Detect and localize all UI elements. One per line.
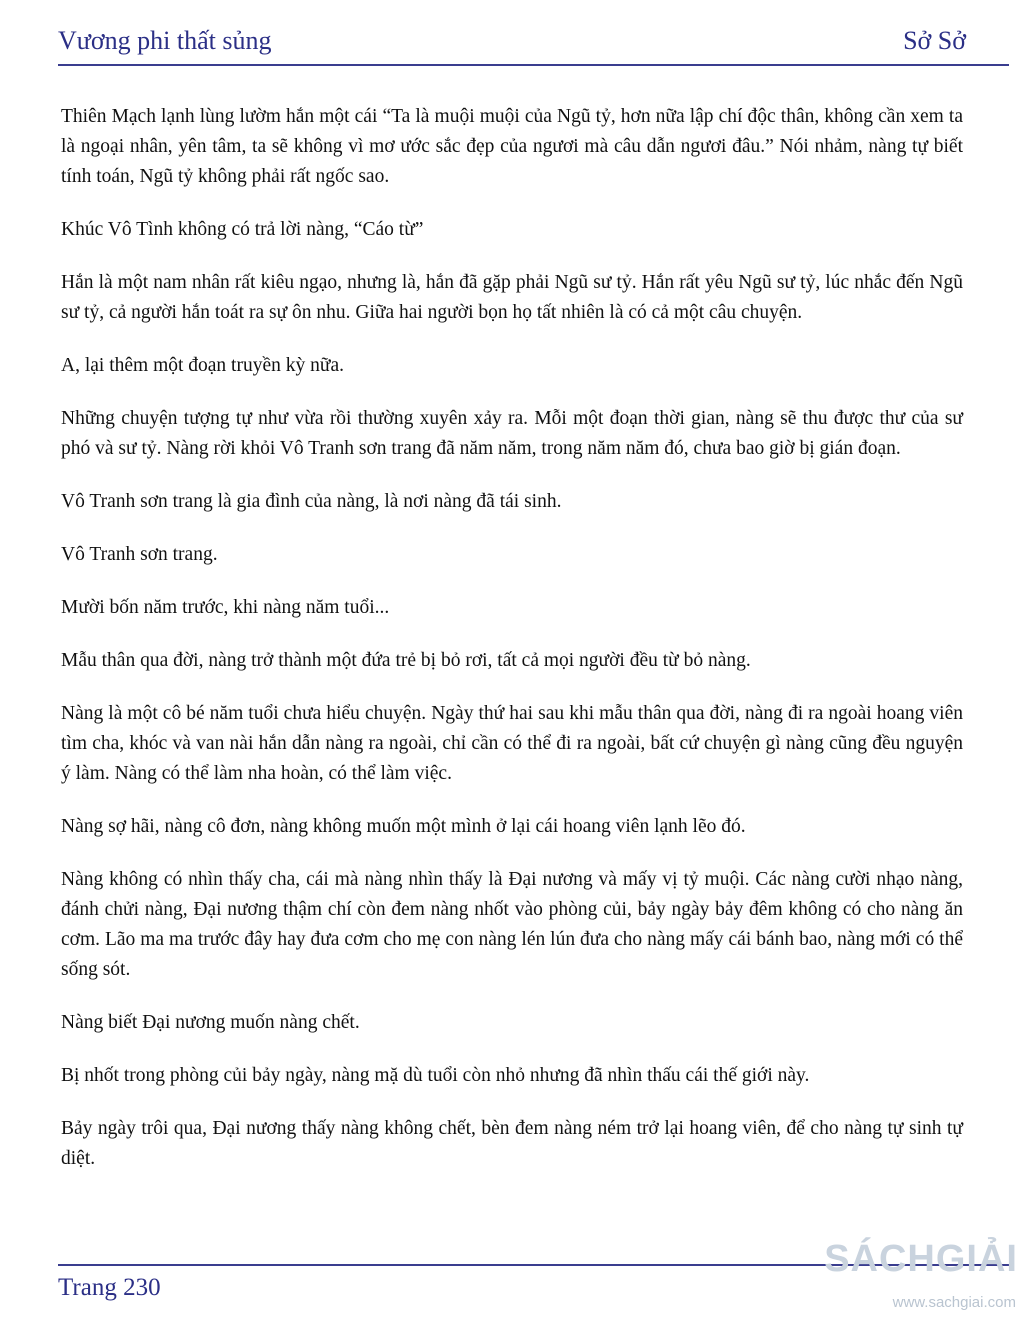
paragraph: Nàng là một cô bé năm tuổi chưa hiểu chuyện. Ngày thứ hai sau khi mẫu thân qua đời, nàng đi ra ngoài hoang viên tìm cha, khóc và van nài hắn dẫn nàng ra ngoài, chỉ cần có thể đi ra ngoài, bất cứ chuyện gì nàng cũng đều nguyện ý làm. Nàng có thể làm nha hoàn, có thể làm việc. xyxy=(61,703,963,784)
paragraph: Những chuyện tượng tự như vừa rồi thường xuyên xảy ra. Mỗi một đoạn thời gian, nàng sẽ thu được thư của sư phó và sư tỷ. Nàng rời khỏi Vô Tranh sơn trang đã năm năm, trong năm năm đó, chưa bao giờ bị gián đoạn. xyxy=(61,408,963,459)
page-header xyxy=(58,24,966,64)
watermark-logo: SÁCHGIẢI xyxy=(824,1238,1018,1280)
paragraph: Vô Tranh sơn trang là gia đình của nàng, là nơi nàng đã tái sinh. xyxy=(61,491,562,512)
author-name: Sở Sở xyxy=(903,26,966,55)
paragraph: Bảy ngày trôi qua, Đại nương thấy nàng không chết, bèn đem nàng ném trở lại hoang viên, để cho nàng tự sinh tự diệt. xyxy=(61,1118,963,1169)
paragraph: Nàng biết Đại nương muốn nàng chết. xyxy=(61,1012,360,1033)
watermark-url: www.sachgiai.com xyxy=(892,1294,1016,1311)
watermark xyxy=(818,1224,1018,1314)
paragraph: Vô Tranh sơn trang. xyxy=(61,544,218,565)
paragraph: Mẫu thân qua đời, nàng trở thành một đứa trẻ bị bỏ rơi, tất cả mọi người đều từ bỏ nàng. xyxy=(61,650,751,671)
paragraph: Khúc Vô Tình không có trả lời nàng, “Cáo từ” xyxy=(61,219,424,240)
paragraph: Nàng không có nhìn thấy cha, cái mà nàng nhìn thấy là Đại nương và mấy vị tỷ muội. Các nàng cười nhạo nàng, đánh chửi nàng, Đại nương thậm chí còn đem nàng nhốt vào phòng củi, bảy ngày bảy đêm không có cho nàng ăn cơm. Lão ma ma trước đây hay đưa cơm cho mẹ con nàng lén lún đưa cho nàng mấy cái bánh bao, nàng mới có thể sống sót. xyxy=(61,869,963,980)
header-divider xyxy=(58,64,1009,66)
book-title: Vương phi thất sủng xyxy=(58,26,272,55)
page-number: Trang 230 xyxy=(58,1274,161,1301)
paragraph: Mười bốn năm trước, khi nàng năm tuổi... xyxy=(61,597,390,618)
paragraph: Thiên Mạch lạnh lùng lườm hắn một cái “Ta là muội muội của Ngũ tỷ, hơn nữa lập chí độc thân, không cần xem ta là ngoại nhân, yên tâm, ta sẽ không vì mơ ước sắc đẹp của ngươi mà câu dẫn ngươi đâu.” Nói nhảm, nàng tự biết tính toán, Ngũ tỷ không phải rất ngốc sao. xyxy=(61,106,963,187)
paragraph: Bị nhốt trong phòng củi bảy ngày, nàng mặ dù tuổi còn nhỏ nhưng đã nhìn thấu cái thế giới này. xyxy=(61,1065,810,1086)
paragraph: Nàng sợ hãi, nàng cô đơn, nàng không muốn một mình ở lại cái hoang viên lạnh lẽo đó. xyxy=(61,816,746,837)
paragraph: Hắn là một nam nhân rất kiêu ngạo, nhưng là, hắn đã gặp phải Ngũ sư tỷ. Hắn rất yêu Ngũ sư tỷ, lúc nhắc đến Ngũ sư tỷ, cả người hắn toát ra sự ôn nhu. Giữa hai người bọn họ tất nhiên là có cả một câu chuyện. xyxy=(61,272,963,323)
page-body xyxy=(61,102,963,1197)
paragraph: A, lại thêm một đoạn truyền kỳ nữa. xyxy=(61,355,344,376)
